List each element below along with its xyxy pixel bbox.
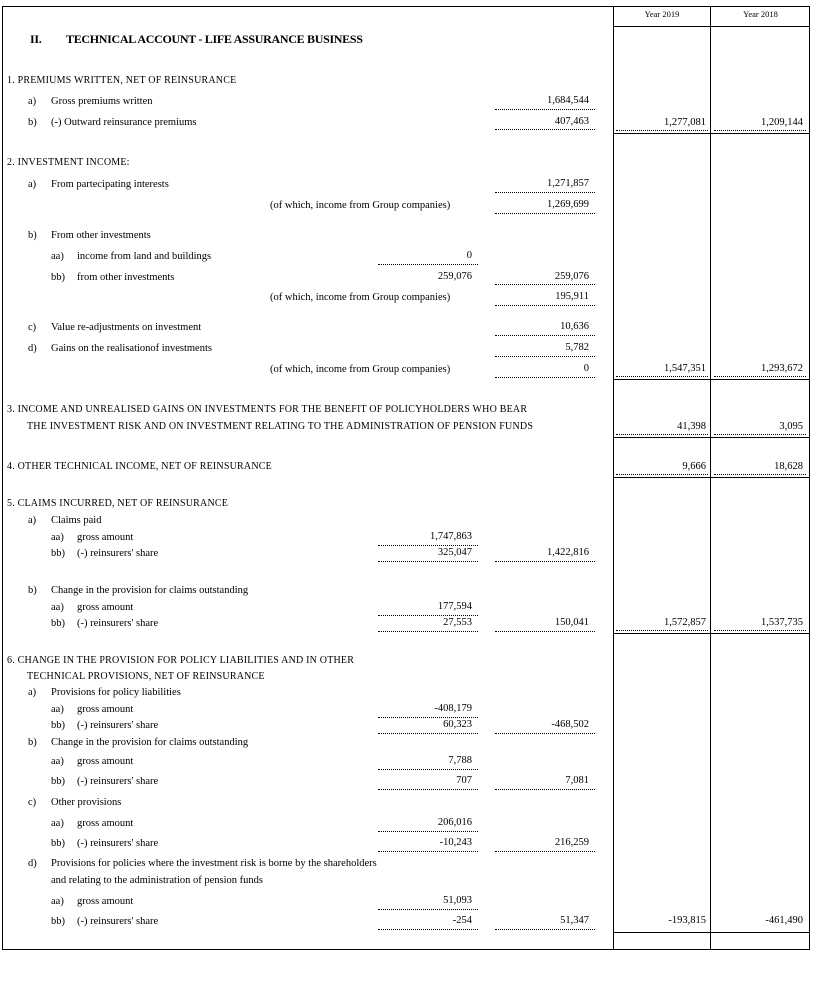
s5-b-bb-label: (-) reinsurers' share: [77, 618, 159, 629]
s2-a-value: 1,271,857: [547, 178, 589, 189]
s6-c-subtotal: 216,259: [554, 837, 589, 848]
s5-a-bb-value: 325,047: [437, 547, 472, 558]
s2-d-value: 5,782: [565, 342, 589, 353]
s2-a-label: From partecipating interests: [51, 179, 169, 190]
bottom-rule: [613, 932, 810, 933]
table-frame: [2, 6, 810, 950]
s2-d-label: Gains on the realisationof investments: [51, 343, 212, 354]
s6-d-subtotal: 51,347: [560, 915, 589, 926]
s2-d-underline: [495, 356, 595, 358]
s5-a-mark: a): [28, 515, 37, 526]
s5-2019-underline: [616, 630, 708, 632]
s2-total-2018: 1,293,672: [761, 363, 803, 374]
s5-b-aa-value: 177,594: [437, 601, 472, 612]
s2-c-label: Value re-adjustments on investment: [51, 322, 202, 333]
s2-rule: [613, 379, 810, 380]
s6-d-aa-value: 51,093: [443, 895, 472, 906]
s5-b-aa-mark: aa): [51, 602, 64, 613]
s6-heading-line2: TECHNICAL PROVISIONS, NET OF REINSURANCE: [27, 671, 265, 682]
s2-d-group-label: (of which, income from Group companies): [270, 364, 451, 375]
s6-d-bb-mark: bb): [51, 916, 65, 927]
s1-total-2018: 1,209,144: [761, 117, 803, 128]
s2-c-value: 10,636: [560, 321, 589, 332]
s6-a-aa-value: -408,179: [434, 703, 472, 714]
s6-c-mark: c): [28, 797, 37, 808]
column-divider-2019-right: [710, 6, 711, 950]
s6-total-2018: -461,490: [765, 915, 803, 926]
s6-b-bb-mark: bb): [51, 776, 65, 787]
s1-2019-underline: [616, 130, 708, 132]
s1-b-value: 407,463: [554, 116, 589, 127]
s2-b-group-label: (of which, income from Group companies): [270, 292, 451, 303]
s3-heading-line1: 3. INCOME AND UNREALISED GAINS ON INVESTMENTS FOR THE BENEFIT OF POLICYHOLDERS WHO BEAR: [7, 404, 528, 415]
s1-a-underline: [495, 109, 595, 111]
s2-heading: 2. INVESTMENT INCOME:: [7, 157, 130, 168]
s6-d-bb-value: -254: [452, 915, 472, 926]
s2-b-mark: b): [28, 230, 37, 241]
s5-total-2019: 1,572,857: [664, 617, 706, 628]
s6-d-label: Provisions for policies where the investment risk is borne by the shareholders: [51, 858, 377, 869]
s6-b-bb-label: (-) reinsurers' share: [77, 776, 159, 787]
s4-2019-underline: [616, 474, 708, 476]
s2-2018-underline: [714, 376, 806, 378]
s1-a-label: Gross premiums written: [51, 96, 153, 107]
s2-d-mark: d): [28, 343, 37, 354]
s5-b-aa-label: gross amount: [77, 602, 134, 613]
s6-c-aa-underline: [378, 831, 478, 833]
s3-rule: [613, 437, 810, 438]
s5-b-label: Change in the provision for claims outstanding: [51, 585, 249, 596]
s2-b-group-value: 195,911: [555, 291, 589, 302]
s6-d-aa-label: gross amount: [77, 896, 134, 907]
s2-b-label: From other investments: [51, 230, 151, 241]
s6-total-2019: -193,815: [668, 915, 706, 926]
s6-b-aa-label: gross amount: [77, 756, 134, 767]
s6-c-aa-label: gross amount: [77, 818, 134, 829]
s1-a-value: 1,684,544: [547, 95, 589, 106]
s5-a-aa-mark: aa): [51, 532, 64, 543]
s2-a-group-underline: [495, 213, 595, 215]
s6-b-bb-underline: [378, 789, 478, 791]
s6-a-label: Provisions for policy liabilities: [51, 687, 181, 698]
s4-total-2018: 18,628: [774, 461, 803, 472]
s2-b-aa-value: 0: [466, 250, 472, 261]
s5-a-label: Claims paid: [51, 515, 102, 526]
column-header-2019: Year 2019: [644, 9, 680, 19]
header-rule: [613, 26, 810, 27]
s5-a-subtotal-underline: [495, 561, 595, 563]
s6-heading-line1: 6. CHANGE IN THE PROVISION FOR POLICY LIABILITIES AND IN OTHER: [7, 655, 355, 666]
s2-a-group-value: 1,269,699: [547, 199, 589, 210]
s5-b-bb-underline: [378, 631, 478, 633]
s2-b-aa-underline: [378, 264, 478, 266]
s6-a-aa-mark: aa): [51, 704, 64, 715]
s6-b-subtotal: 7,081: [565, 775, 589, 786]
s1-heading: 1. PREMIUMS WRITTEN, NET OF REINSURANCE: [7, 75, 237, 86]
s6-c-subtotal-underline: [495, 851, 595, 853]
s6-a-aa-label: gross amount: [77, 704, 134, 715]
s2-a-group-label: (of which, income from Group companies): [270, 200, 451, 211]
s5-a-bb-mark: bb): [51, 548, 65, 559]
s6-b-aa-underline: [378, 769, 478, 771]
s2-b-subtotal-underline: [495, 284, 595, 286]
s6-a-bb-label: (-) reinsurers' share: [77, 720, 159, 731]
s6-b-subtotal-underline: [495, 789, 595, 791]
s4-total-2019: 9,666: [682, 461, 706, 472]
s6-c-label: Other provisions: [51, 797, 122, 808]
s2-2019-underline: [616, 376, 708, 378]
s6-d-label-line2: and relating to the administration of pension funds: [51, 875, 263, 886]
s6-b-aa-mark: aa): [51, 756, 64, 767]
s6-d-bb-label: (-) reinsurers' share: [77, 916, 159, 927]
s3-2019-underline: [616, 434, 708, 436]
s6-c-bb-label: (-) reinsurers' share: [77, 838, 159, 849]
s2-b-group-underline: [495, 305, 595, 307]
s5-b-bb-mark: bb): [51, 618, 65, 629]
s3-total-2019: 41,398: [677, 421, 706, 432]
s2-b-aa-label: income from land and buildings: [77, 251, 212, 262]
s5-a-aa-label: gross amount: [77, 532, 134, 543]
section-title: TECHNICAL ACCOUNT - LIFE ASSURANCE BUSINESS: [66, 32, 363, 46]
s2-a-underline: [495, 192, 595, 194]
s2-b-bb-value: 259,076: [437, 271, 472, 282]
s5-rule: [613, 633, 810, 634]
s2-b-aa-mark: aa): [51, 251, 64, 262]
s1-a-mark: a): [28, 96, 37, 107]
s5-b-bb-value: 27,553: [443, 617, 472, 628]
s2-a-mark: a): [28, 179, 37, 190]
s5-heading: 5. CLAIMS INCURRED, NET OF REINSURANCE: [7, 498, 229, 509]
s6-d-mark: d): [28, 858, 37, 869]
s6-d-bb-underline: [378, 929, 478, 931]
s4-rule: [613, 477, 810, 478]
s6-c-bb-value: -10,243: [439, 837, 472, 848]
s6-c-aa-mark: aa): [51, 818, 64, 829]
s6-a-bb-mark: bb): [51, 720, 65, 731]
s2-b-bb-label: from other investments: [77, 272, 175, 283]
s3-heading-line2: THE INVESTMENT RISK AND ON INVESTMENT RELATING TO THE ADMINISTRATION OF PENSION FUNDS: [27, 421, 534, 432]
s6-c-aa-value: 206,016: [437, 817, 472, 828]
s4-2018-underline: [714, 474, 806, 476]
s1-2018-underline: [714, 130, 806, 132]
s5-a-subtotal: 1,422,816: [547, 547, 589, 558]
s5-a-bb-underline: [378, 561, 478, 563]
s5-2018-underline: [714, 630, 806, 632]
s2-d-group-underline: [495, 377, 595, 379]
s6-a-subtotal: -468,502: [551, 719, 589, 730]
s6-d-aa-underline: [378, 909, 478, 911]
s1-b-label: (-) Outward reinsurance premiums: [51, 117, 197, 128]
s6-a-bb-underline: [378, 733, 478, 735]
s3-total-2018: 3,095: [779, 421, 803, 432]
s1-b-mark: b): [28, 117, 37, 128]
s5-b-mark: b): [28, 585, 37, 596]
s3-2018-underline: [714, 434, 806, 436]
s5-b-subtotal: 150,041: [554, 617, 589, 628]
s2-c-mark: c): [28, 322, 37, 333]
column-divider-2019-left: [613, 6, 614, 950]
s6-c-bb-mark: bb): [51, 838, 65, 849]
s1-rule: [613, 133, 810, 134]
s2-c-underline: [495, 335, 595, 337]
s2-d-group-value: 0: [583, 363, 589, 374]
s2-total-2019: 1,547,351: [664, 363, 706, 374]
section-roman: II.: [30, 32, 42, 46]
s1-total-2019: 1,277,081: [664, 117, 706, 128]
s2-b-bb-mark: bb): [51, 272, 65, 283]
s6-b-aa-value: 7,788: [448, 755, 472, 766]
s5-b-subtotal-underline: [495, 631, 595, 633]
s6-a-bb-value: 60,323: [443, 719, 472, 730]
column-header-2018: Year 2018: [743, 9, 778, 19]
s5-a-aa-value: 1,747,863: [430, 531, 472, 542]
s5-a-bb-label: (-) reinsurers' share: [77, 548, 159, 559]
s6-b-bb-value: 707: [456, 775, 472, 786]
s6-d-subtotal-underline: [495, 929, 595, 931]
s1-b-underline: [495, 129, 595, 131]
s6-a-subtotal-underline: [495, 733, 595, 735]
s4-heading: 4. OTHER TECHNICAL INCOME, NET OF REINSURANCE: [7, 461, 272, 472]
s6-c-bb-underline: [378, 851, 478, 853]
s2-b-bb-subtotal: 259,076: [554, 271, 589, 282]
s6-a-mark: a): [28, 687, 37, 698]
s6-b-mark: b): [28, 737, 37, 748]
s5-total-2018: 1,537,735: [761, 617, 803, 628]
s6-b-label: Change in the provision for claims outstanding: [51, 737, 249, 748]
s6-d-aa-mark: aa): [51, 896, 64, 907]
